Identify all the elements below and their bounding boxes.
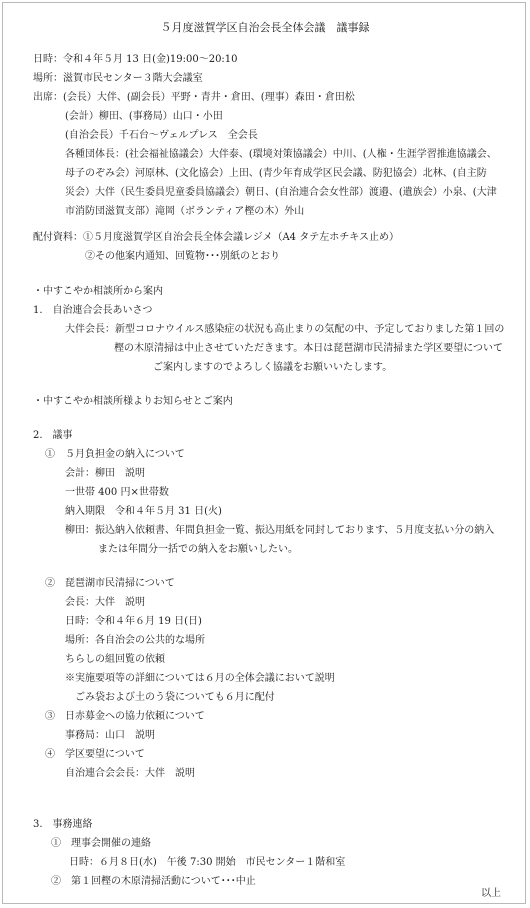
speech-line: 大伴会長：新型コロナウイルス感染症の状況も高止まりの気配の中、予定しておりました第１回の (65, 324, 505, 335)
materials-line: ②その他案内通知、回覧物･･･別紙のとおり (85, 251, 280, 262)
agenda-item-line: 会長：大伴 説明 (65, 597, 145, 608)
agenda-item-line: 一世帯 400 円×世帯数 (65, 487, 169, 498)
attendees-line: (自治会長）千石台～ヴェルプレス 全会長 (65, 130, 258, 141)
admin-item-line: 日時：６月８日(水) 午後 7:30 開始 市民センター１階和室 (69, 857, 346, 868)
speech-line: ご案内しますのでよろしく協議をお願いいたします。 (153, 362, 393, 373)
admin-item-title: ② 第１回樫の木原清掃活動について･･･中止 (51, 876, 256, 887)
attendees-line: 市消防団滋賀支部）滝岡（ボランティア樫の木）外山 (65, 206, 305, 217)
consultation-header: ・中すこやか相談所から案内 (33, 286, 163, 297)
meeting-place: 場所：滋賀市民センター３階大会議室 (33, 73, 203, 84)
attendees-line: 母子のぞみ会）河原林、(文化協会）上田、(青少年育成学区民会議、防犯協会）北林、(自主防 (65, 168, 487, 179)
document-page (2, 2, 526, 904)
attendees-line: 出席：(会長）大伴、(副会長）平野・青井・倉田、(理事）森田・倉田松 (33, 92, 355, 103)
attendees-line: (会計）柳田、(事務局）山口・小田 (65, 111, 223, 122)
admin-heading: 3. 事務連絡 (33, 819, 93, 830)
agenda-heading: 2. 議事 (33, 430, 73, 441)
closing-mark: 以上 (481, 888, 501, 899)
agenda-item-title: ① ５月負担金の納入について (45, 449, 185, 460)
agenda-item-line: または年間分一括での納入をお願いしたい。 (98, 544, 298, 555)
document-title: ５月度滋賀学区自治会長全体会議 議事録 (160, 21, 370, 34)
agenda-item-line: 会計：柳田 説明 (65, 468, 145, 479)
agenda-item-title: ④ 学区要望について (45, 749, 145, 760)
agenda-item-title: ② 琵琶湖市民清掃について (45, 578, 175, 589)
speech-line: 樫の木原清掃は中止させていただきます。本日は琵琶湖市民清掃また学区要望について (114, 343, 503, 354)
agenda-item-line: ※実施要項等の詳細については６月の全体会議において説明 (65, 673, 335, 684)
admin-item-title: ① 理事会開催の連絡 (51, 838, 151, 849)
attendees-line: 各種団体長：(社会福祉協議会）大伴泰、(環境対策協議会）中川、(人権・生涯学習推進協議会、 (65, 149, 497, 160)
agenda-item-line: ちらしの組回覧の依頼 (65, 654, 165, 665)
agenda-item-line: 納入期限 令和４年５月 31 日(火) (65, 506, 222, 517)
notice-line: ・中すこやか相談所様よりお知らせとご案内 (33, 396, 233, 407)
agenda-item-title: ③ 日赤募金への協力依頼について (45, 711, 205, 722)
meeting-datetime: 日時：令和４年５月 13 日(金)19:00～20:10 (33, 54, 238, 65)
attendees-line: 災会）大伴（民生委員児童委員協議会）朝日、(自治連合会女性部）渡邉、(遺族会）小泉、(大津 (65, 187, 497, 198)
agenda-item-line: 場所：各自治会の公共的な場所 (65, 635, 205, 646)
agenda-item-line: 事務局：山口 説明 (65, 730, 155, 741)
agenda-item-line: 柳田：振込納入依頼書、年間負担金一覧、振込用紙を同封しております、５月度支払い分の納入 (65, 525, 495, 536)
agenda-item-line: ごみ袋および土のう袋についても６月に配付 (75, 692, 275, 703)
agenda-item-line: 日時：令和４年６月 19 日(日) (65, 616, 202, 627)
materials-line: 配付資料：①５月度滋賀学区自治会長全体会議レジメ（A4 タテ左ホチキス止め） (33, 232, 400, 243)
greeting-heading: 1. 自治連合会長あいさつ (33, 305, 153, 316)
agenda-item-line: 自治連合会会長：大伴 説明 (65, 768, 195, 779)
